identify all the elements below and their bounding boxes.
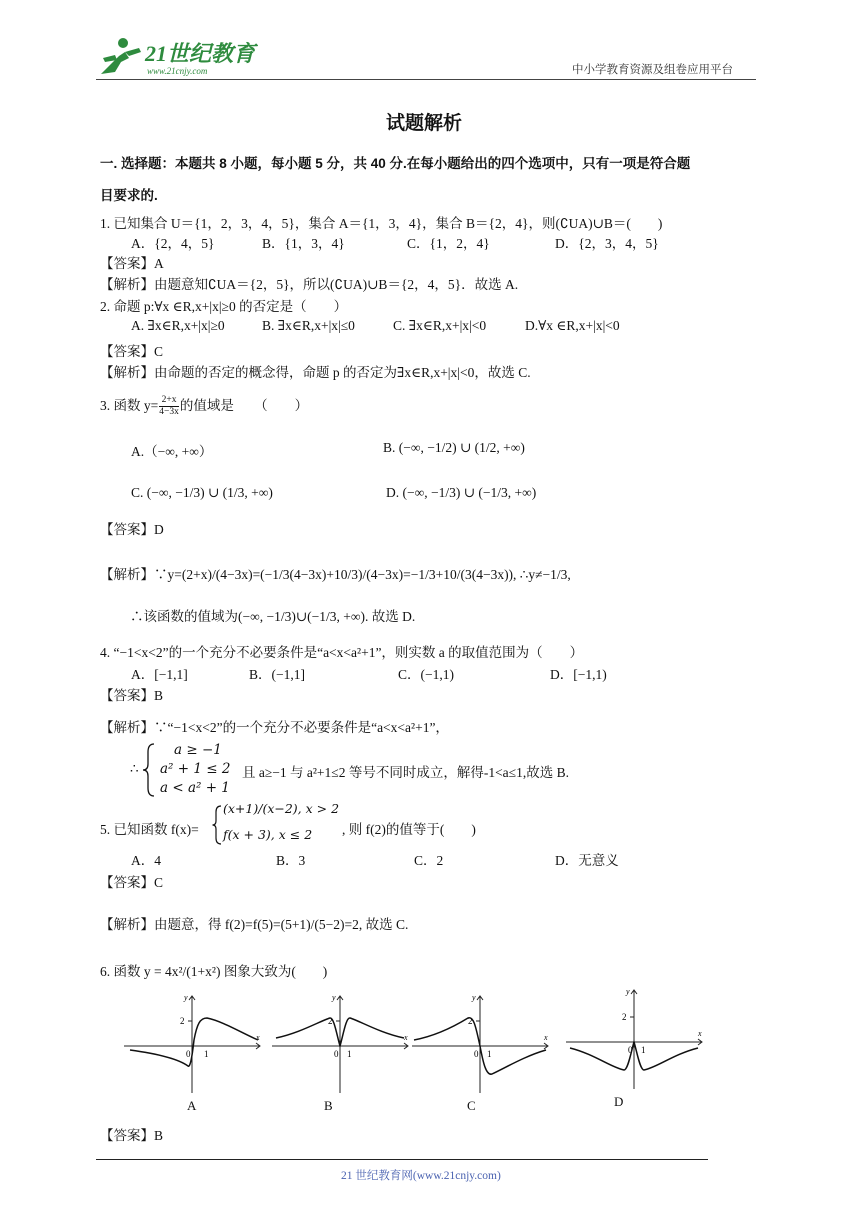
- q5-case2: f(x + 3), x ≤ 2: [223, 827, 313, 842]
- svg-text:2: 2: [180, 1016, 185, 1026]
- q4-analysis-line1: 【解析】∵“−1<x<2”的一个充分不必要条件是“a<x<a²+1”，: [100, 720, 449, 735]
- graph-label-c: C: [467, 1098, 476, 1113]
- q3-frac-den: 4−3x: [159, 407, 179, 418]
- q4-therefore: ∴: [130, 761, 139, 776]
- q3-stem-prefix: 3. 函数 y=: [100, 398, 159, 413]
- q4-option-d: D．[−1,1): [550, 667, 607, 682]
- q3-option-c: C. (−∞, −1/3) ∪ (1/3, +∞): [131, 485, 273, 500]
- footer-rule: [96, 1159, 708, 1160]
- svg-text:x: x: [256, 1033, 260, 1042]
- svg-text:y: y: [626, 987, 630, 996]
- q1-analysis: 【解析】由题意知∁UA＝{2，5}，所以(∁UA)∪B＝{2，4，5}．故选 A.: [100, 277, 519, 292]
- q2-option-c: C. ∃x∈R,x+|x|<0: [393, 318, 487, 333]
- q1-stem: 1. 已知集合 U＝{1，2，3，4，5}，集合 A＝{1，3，4}，集合 B＝{2，4}，则(∁UA)∪B＝( ): [100, 216, 663, 231]
- q3-stem: [100, 394, 308, 418]
- q4-option-c: C．(−1,1): [398, 667, 454, 682]
- q4-sys-line3: a < a² + 1: [160, 780, 230, 796]
- q2-option-b: B. ∃x∈R,x+|x|≤0: [262, 318, 355, 333]
- q5-stem-suffix: , 则 f(2)的值等于( ): [342, 822, 476, 837]
- q3-stem-suffix: 的值域是 （ ）: [179, 398, 309, 413]
- graph-a: [122, 988, 262, 1102]
- header-rule: [96, 79, 756, 80]
- svg-text:2: 2: [328, 1016, 333, 1026]
- q3-analysis-line1: 【解析】∵y=(2+x)/(4−3x)=(−1/3(4−3x)+10/3)/(4−3x)=−1/3+10/(3(4−3x)), ∴y≠−1/3,: [100, 567, 571, 582]
- svg-text:1: 1: [347, 1049, 352, 1059]
- q6-answer: 【答案】B: [100, 1128, 164, 1143]
- svg-text:2: 2: [468, 1016, 473, 1026]
- q4-option-a: A．[−1,1]: [131, 667, 188, 682]
- q2-analysis: 【解析】由命题的否定的概念得，命题 p 的否定为∃x∈R,x+|x|<0，故选 C.: [100, 365, 531, 380]
- q5-stem-prefix: 5. 已知函数 f(x)=: [100, 822, 199, 837]
- q1-option-c: C．{1，2，4}: [407, 236, 490, 251]
- q1-option-a: A．{2，4，5}: [131, 236, 215, 251]
- svg-text:x: x: [698, 1029, 702, 1038]
- svg-text:y: y: [472, 993, 476, 1002]
- q2-stem: 2. 命题 p:∀x ∈R,x+|x|≥0 的否定是（ ）: [100, 299, 348, 314]
- q5-analysis: 【解析】由题意，得 f(2)=f(5)=(5+1)/(5−2)=2, 故选 C.: [100, 917, 409, 932]
- svg-text:x: x: [404, 1033, 408, 1042]
- graph-d: [564, 984, 704, 1098]
- q5-option-a: A．4: [131, 853, 161, 868]
- q2-answer: 【答案】C: [100, 344, 164, 359]
- graph-label-a: A: [187, 1098, 197, 1113]
- q3-frac-num: 2+x: [159, 395, 179, 407]
- q4-sys-line2: a² + 1 ≤ 2: [160, 761, 231, 777]
- q3-option-a: A.（−∞, +∞）: [131, 444, 213, 459]
- svg-text:0: 0: [186, 1049, 191, 1059]
- logo-text: 21世纪教育: [145, 41, 256, 66]
- q4-analysis-line2: 且 a≥−1 与 a²+1≤2 等号不同时成立，解得-1<a≤1,故选 B.: [242, 765, 569, 780]
- q5-answer: 【答案】C: [100, 875, 164, 890]
- graph-label-b: B: [324, 1098, 333, 1113]
- q5-option-b: B．3: [276, 853, 306, 868]
- q5-option-c: C．2: [414, 853, 444, 868]
- q1-option-d: D．{2，3，4，5}: [555, 236, 659, 251]
- q2-option-d: D.∀x ∈R,x+|x|<0: [525, 318, 620, 333]
- svg-text:2: 2: [622, 1012, 627, 1022]
- q5-brace: [212, 805, 222, 849]
- q4-option-b: B．(−1,1]: [249, 667, 305, 682]
- q4-brace: [142, 742, 156, 802]
- platform-name: 中小学教育资源及组卷应用平台: [572, 64, 733, 76]
- svg-text:1: 1: [487, 1049, 492, 1059]
- q5-option-d: D．无意义: [555, 853, 619, 868]
- svg-text:0: 0: [474, 1049, 479, 1059]
- q2-option-a: A. ∃x∈R,x+|x|≥0: [131, 318, 225, 333]
- q3-analysis-line2: ∴该函数的值域为(−∞, −1/3)∪(−1/3, +∞). 故选 D.: [130, 609, 416, 624]
- svg-text:1: 1: [641, 1045, 646, 1055]
- svg-text:0: 0: [628, 1045, 633, 1055]
- logo-url: www.21cnjy.com: [147, 66, 208, 76]
- svg-text:0: 0: [334, 1049, 339, 1059]
- section-heading-line2: 目要求的.: [100, 188, 158, 203]
- q3-fraction: [159, 395, 179, 418]
- graph-c: [410, 988, 550, 1102]
- q1-answer: 【答案】A: [100, 256, 164, 271]
- q3-answer: 【答案】D: [100, 522, 164, 537]
- svg-text:x: x: [544, 1033, 548, 1042]
- svg-text:y: y: [184, 993, 188, 1002]
- q4-answer: 【答案】B: [100, 688, 164, 703]
- q1-option-b: B．{1，3，4}: [262, 236, 345, 251]
- footer-link[interactable]: 21 世纪教育网(www.21cnjy.com): [341, 1170, 501, 1182]
- site-logo: [95, 34, 265, 78]
- svg-text:1: 1: [204, 1049, 209, 1059]
- page-title: 试题解析: [386, 113, 463, 134]
- section-heading-line1: 一. 选择题：本题共 8 小题，每小题 5 分，共 40 分.在每小题给出的四个选项中，只有一项是符合题: [100, 156, 691, 171]
- q4-sys-line1: a ≥ −1: [174, 742, 222, 758]
- q3-option-d: D. (−∞, −1/3) ∪ (−1/3, +∞): [386, 485, 537, 500]
- graph-label-d: D: [614, 1094, 624, 1109]
- svg-text:y: y: [332, 993, 336, 1002]
- q6-stem: 6. 函数 y = 4x²/(1+x²) 图象大致为( ): [100, 964, 328, 979]
- q3-option-b: B. (−∞, −1/2) ∪ (1/2, +∞): [383, 440, 525, 455]
- q4-stem: 4. “−1<x<2”的一个充分不必要条件是“a<x<a²+1”，则实数 a 的取值范围为（ ）: [100, 645, 584, 660]
- graph-b: [270, 988, 410, 1102]
- q5-case1: (x+1)/(x−2), x > 2: [223, 801, 340, 816]
